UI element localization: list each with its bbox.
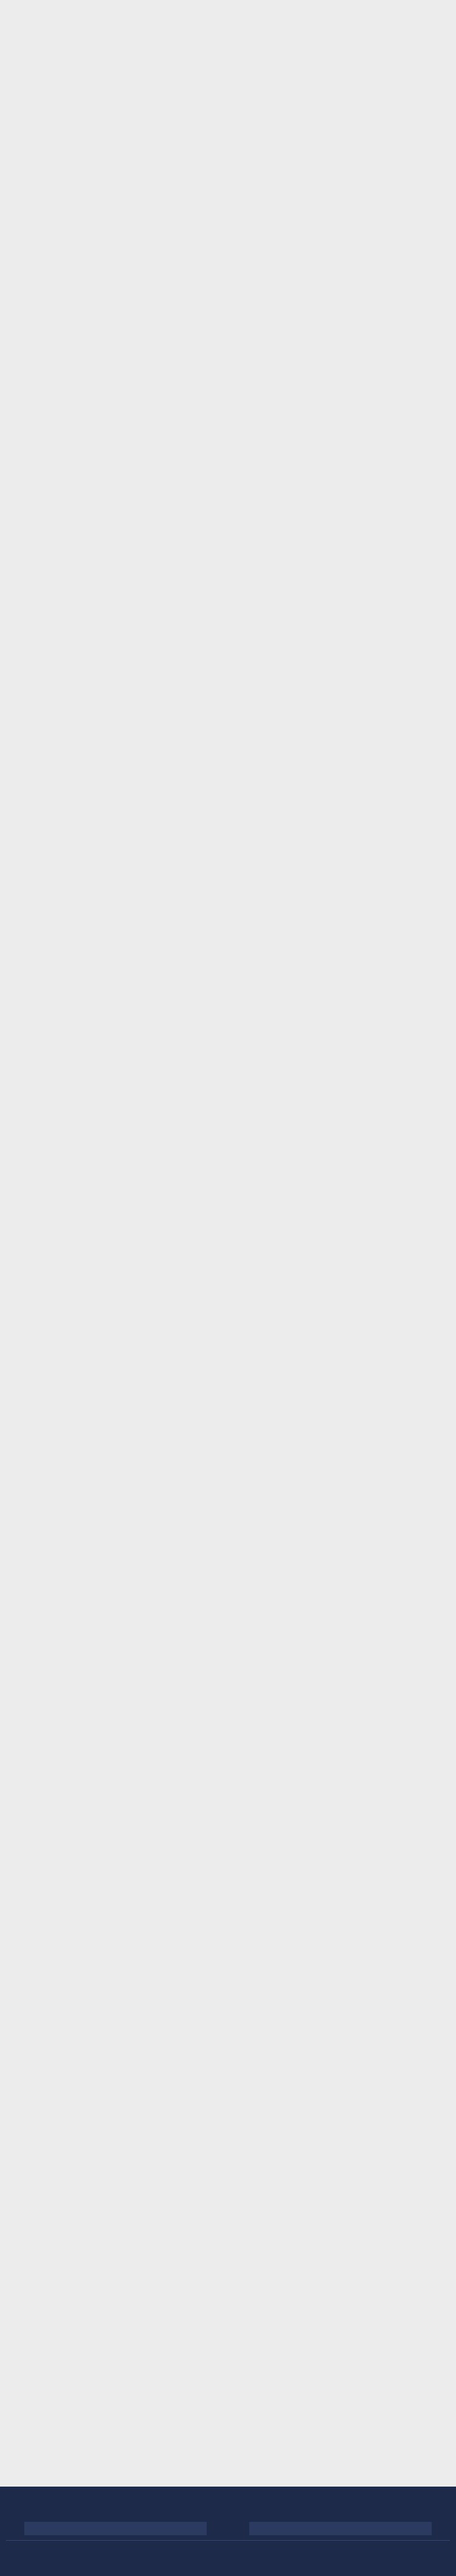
footer-box-1 — [24, 2522, 207, 2535]
footer-box-2 — [249, 2522, 432, 2535]
footer-divider — [6, 2540, 450, 2541]
